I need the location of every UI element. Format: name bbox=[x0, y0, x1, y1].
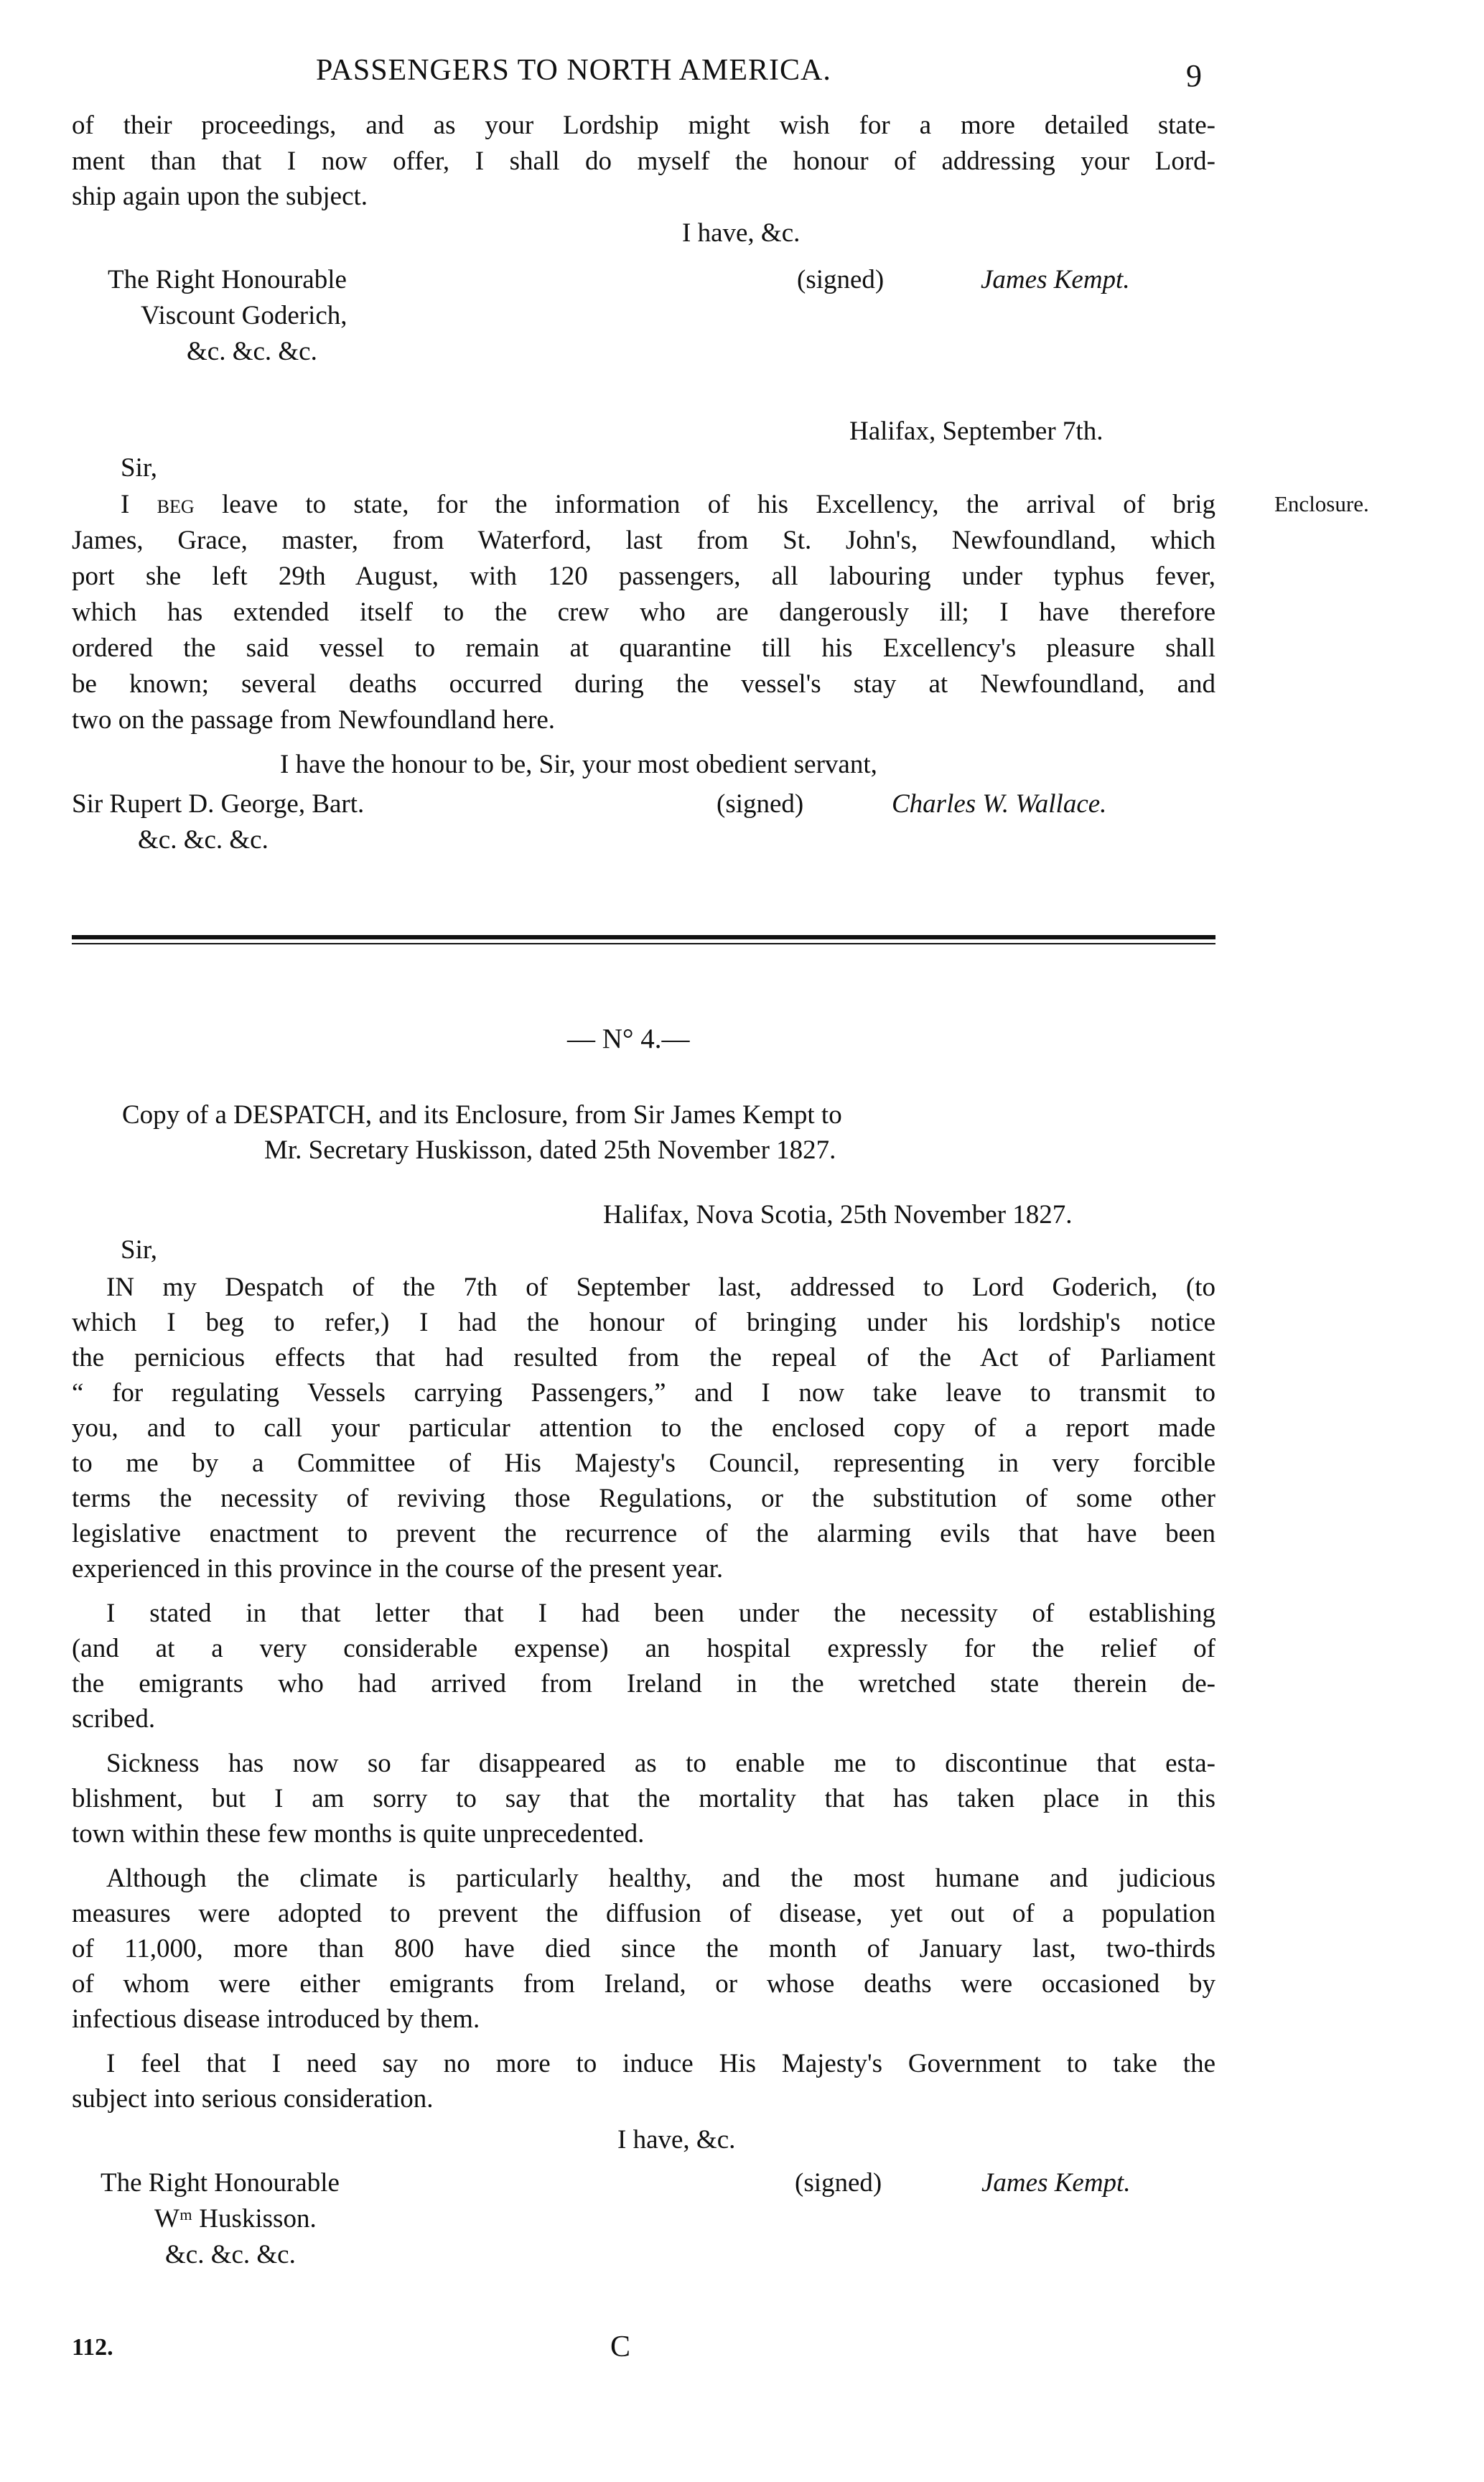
despatch-line: to me by a Committee of His Majesty's Council, representing in very forcible bbox=[72, 1449, 1215, 1478]
despatch-line: of 11,000, more than 800 have died since the month of January last, two-thirds bbox=[72, 1934, 1215, 1963]
despatch-line: town within these few months is quite unprecedented. bbox=[72, 1819, 645, 1849]
section-divider-thin bbox=[72, 943, 1215, 944]
signature-mark: C bbox=[610, 2330, 631, 2364]
despatch-addressee-line: &c. &c. &c. bbox=[165, 2240, 296, 2269]
enclosure-place-date: Halifax, September 7th. bbox=[849, 417, 1103, 446]
despatch-line: measures were adopted to prevent the diffusion of disease, yet out of a population bbox=[72, 1899, 1215, 1928]
enclosure-line: James, Grace, master, from Waterford, last from St. John's, Newfoundland, which bbox=[72, 526, 1215, 555]
despatch-line: experienced in this province in the course of the present year. bbox=[72, 1554, 724, 1584]
document-number-heading: — N° 4.— bbox=[567, 1023, 690, 1054]
enclosure-salutation: Sir, bbox=[121, 453, 157, 483]
despatch-line: Although the climate is particularly healthy, and the most humane and judicious bbox=[106, 1864, 1215, 1893]
despatch-line: Sickness has now so far disappeared as to enable me to discontinue that esta- bbox=[106, 1749, 1215, 1778]
sheet-number: 112. bbox=[72, 2334, 113, 2361]
enclosure-line: ordered the said vessel to remain at quarantine till his Excellency's pleasure shall bbox=[72, 633, 1215, 663]
despatch-line: scribed. bbox=[72, 1704, 156, 1734]
carryover-addressee-line: Viscount Goderich, bbox=[141, 301, 347, 330]
section-divider-thick bbox=[72, 935, 1215, 939]
enclosure-signed: (signed) bbox=[717, 789, 804, 819]
despatch-line: (and at a very considerable expense) an hospital expressly for the relief of bbox=[72, 1634, 1215, 1663]
despatch-line: I stated in that letter that I had been under the necessity of establishing bbox=[106, 1599, 1215, 1628]
enclosure-line: two on the passage from Newfoundland here. bbox=[72, 705, 555, 735]
despatch-line: I feel that I need say no more to induce His Majesty's Government to take the bbox=[106, 2049, 1215, 2078]
despatch-line: blishment, but I am sorry to say that the mortality that has taken place in this bbox=[72, 1784, 1215, 1813]
despatch-line: the emigrants who had arrived from Ireland in the wretched state therein de- bbox=[72, 1669, 1215, 1698]
despatch-line: IN my Despatch of the 7th of September last, addressed to Lord Goderich, (to bbox=[106, 1273, 1215, 1302]
despatch-caption-line: Mr. Secretary Huskisson, dated 25th November 1827. bbox=[264, 1135, 836, 1165]
carryover-line: ship again upon the subject. bbox=[72, 182, 368, 211]
carryover-line: of their proceedings, and as your Lordship might wish for a more detailed state- bbox=[72, 111, 1215, 140]
enclosure-closing: I have the honour to be, Sir, your most obedient servant, bbox=[280, 750, 877, 779]
carryover-closing: I have, &c. bbox=[682, 218, 801, 248]
despatch-line: terms the necessity of reviving those Regulations, or the substitution of some other bbox=[72, 1484, 1215, 1513]
despatch-signed: (signed) bbox=[795, 2168, 882, 2198]
despatch-line: “ for regulating Vessels carrying Passengers,” and I now take leave to transmit to bbox=[72, 1378, 1215, 1408]
despatch-addressee-line: The Right Honourable bbox=[101, 2168, 340, 2198]
despatch-line: the pernicious effects that had resulted from the repeal of the Act of Parliament bbox=[72, 1343, 1215, 1372]
despatch-signature: James Kempt. bbox=[981, 2168, 1131, 2198]
page-number: 9 bbox=[1186, 58, 1202, 93]
carryover-addressee-line: The Right Honourable bbox=[108, 265, 347, 294]
despatch-line: you, and to call your particular attention to the enclosed copy of a report made bbox=[72, 1413, 1215, 1443]
despatch-closing: I have, &c. bbox=[617, 2125, 736, 2155]
enclosure-signature: Charles W. Wallace. bbox=[892, 789, 1107, 819]
enclosure-line-first bbox=[121, 487, 1215, 522]
carryover-line: ment than that I now offer, I shall do myself the honour of addressing your Lord- bbox=[72, 147, 1215, 176]
carryover-signed: (signed) bbox=[797, 265, 885, 294]
enclosure-margin-note: Enclosure. bbox=[1274, 491, 1369, 516]
enclosure-line: leave to state, for the information of his Excellency, the arrival of brig bbox=[194, 490, 1215, 519]
despatch-line: legislative enactment to prevent the recurrence of the alarming evils that have been bbox=[72, 1519, 1215, 1548]
enclosure-line: which has extended itself to the crew who are dangerously ill; I have therefore bbox=[72, 598, 1215, 627]
despatch-salutation: Sir, bbox=[121, 1235, 157, 1265]
despatch-line: of whom were either emigrants from Ireland, or whose deaths were occasioned by bbox=[72, 1969, 1215, 1999]
despatch-place-date: Halifax, Nova Scotia, 25th November 1827. bbox=[603, 1200, 1073, 1230]
enclosure-opening-words: I beg bbox=[121, 490, 195, 519]
despatch-caption-line: Copy of a DESPATCH, and its Enclosure, from Sir James Kempt to bbox=[122, 1100, 842, 1130]
despatch-line: which I beg to refer,) I had the honour of bringing under his lordship's notice bbox=[72, 1308, 1215, 1337]
enclosure-addressee-line: &c. &c. &c. bbox=[138, 825, 269, 855]
despatch-line: subject into serious consideration. bbox=[72, 2084, 434, 2114]
despatch-addressee-line: Wᵐ Huskisson. bbox=[154, 2204, 317, 2234]
carryover-signature: James Kempt. bbox=[981, 265, 1130, 294]
running-title: PASSENGERS TO NORTH AMERICA. bbox=[316, 54, 831, 87]
enclosure-line: port she left 29th August, with 120 passengers, all labouring under typhus fever, bbox=[72, 562, 1215, 591]
enclosure-line: be known; several deaths occurred during the vessel's stay at Newfoundland, and bbox=[72, 669, 1215, 699]
carryover-addressee-line: &c. &c. &c. bbox=[187, 337, 317, 366]
despatch-line: infectious disease introduced by them. bbox=[72, 2004, 480, 2034]
enclosure-addressee-line: Sir Rupert D. George, Bart. bbox=[72, 789, 365, 819]
